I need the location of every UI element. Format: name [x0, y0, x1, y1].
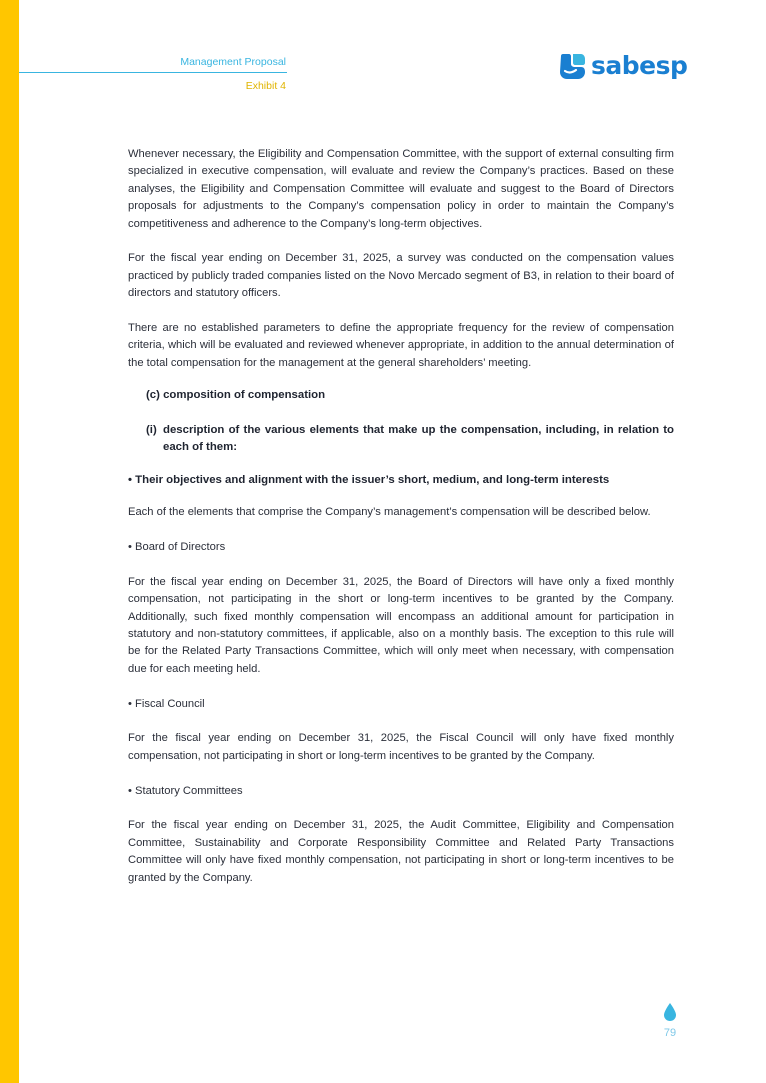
section-heading-i: [128, 422, 674, 457]
side-accent-bar: [0, 0, 19, 1083]
page-number: 79: [663, 1027, 677, 1039]
header-divider: [19, 72, 287, 73]
paragraph: For the fiscal year ending on December 31, 2025, the Audit Committee, Eligibility and Compensation Committee, Sustainability and Corporate Responsibility Committee and Related Party Transactions Committee will only have fixed monthly compensation, not participating in short or long-term incentives to be granted by the Company.: [128, 819, 674, 884]
bullet-statutory-committees: • Statutory Committees: [128, 784, 243, 797]
paragraph: Each of the elements that comprise the Company’s management’s compensation will be described below.: [128, 506, 651, 519]
bullet-heading: • Their objectives and alignment with the issuer’s short, medium, and long-term interests: [128, 473, 610, 486]
bullet-fiscal-council: • Fiscal Council: [128, 697, 205, 710]
company-logo: [559, 51, 687, 81]
paragraph: There are no established parameters to define the appropriate frequency for the review of compensation criteria, which will be evaluated and reviewed whenever appropriate, in addition to the annual determination of the total compensation for the management at the general shareholders’ meeting.: [128, 322, 674, 369]
heading-text: description of the various elements that make up the compensation, including, in relation to each of them:: [163, 424, 674, 454]
heading-number: (i): [146, 424, 157, 437]
sabesp-logo-icon: [559, 53, 586, 80]
bullet-board-of-directors: • Board of Directors: [128, 541, 226, 554]
paragraph: Whenever necessary, the Eligibility and Compensation Committee, with the support of external consulting firm specialized in executive compensation, will evaluate and review the Company’s practices. Based on these analyses, the Eligibility and Compensation Committee will evaluate and suggest to the Board of Directors proposals for adjustments to the Company’s compensation policy in order to maintain the Company’s competitiveness and adherence to the Company’s long-term objectives.: [128, 148, 674, 230]
water-drop-icon: [664, 1003, 676, 1021]
header-title: Management Proposal: [180, 56, 286, 68]
header-exhibit: Exhibit 4: [245, 80, 286, 92]
document-body: [128, 146, 674, 887]
paragraph: For the fiscal year ending on December 31, 2025, the Board of Directors will have only a fixed monthly compensation, not participating in the short or long-term incentives to be granted by the Company. Additionally, such fixed monthly compensation will encompass an additional amount for participation in statutory and non-statutory committees, if applicable, also on a monthly basis. The exception to this rule will be for the Related Party Transactions Committee, which will only meet when necessary, with compensation due for each meeting held.: [128, 575, 674, 675]
paragraph: For the fiscal year ending on December 31, 2025, the Fiscal Council will only have fixed monthly compensation, not participating in short or long-term incentives to be granted by the Company.: [128, 732, 674, 762]
logo-wordmark: sabesp: [591, 51, 688, 80]
section-heading-c: (c) composition of compensation: [146, 389, 326, 402]
paragraph: For the fiscal year ending on December 31, 2025, a survey was conducted on the compensation values practiced by publicly traded companies listed on the Novo Mercado segment of B3, in relation to their board of directors and statutory officers.: [128, 252, 674, 300]
